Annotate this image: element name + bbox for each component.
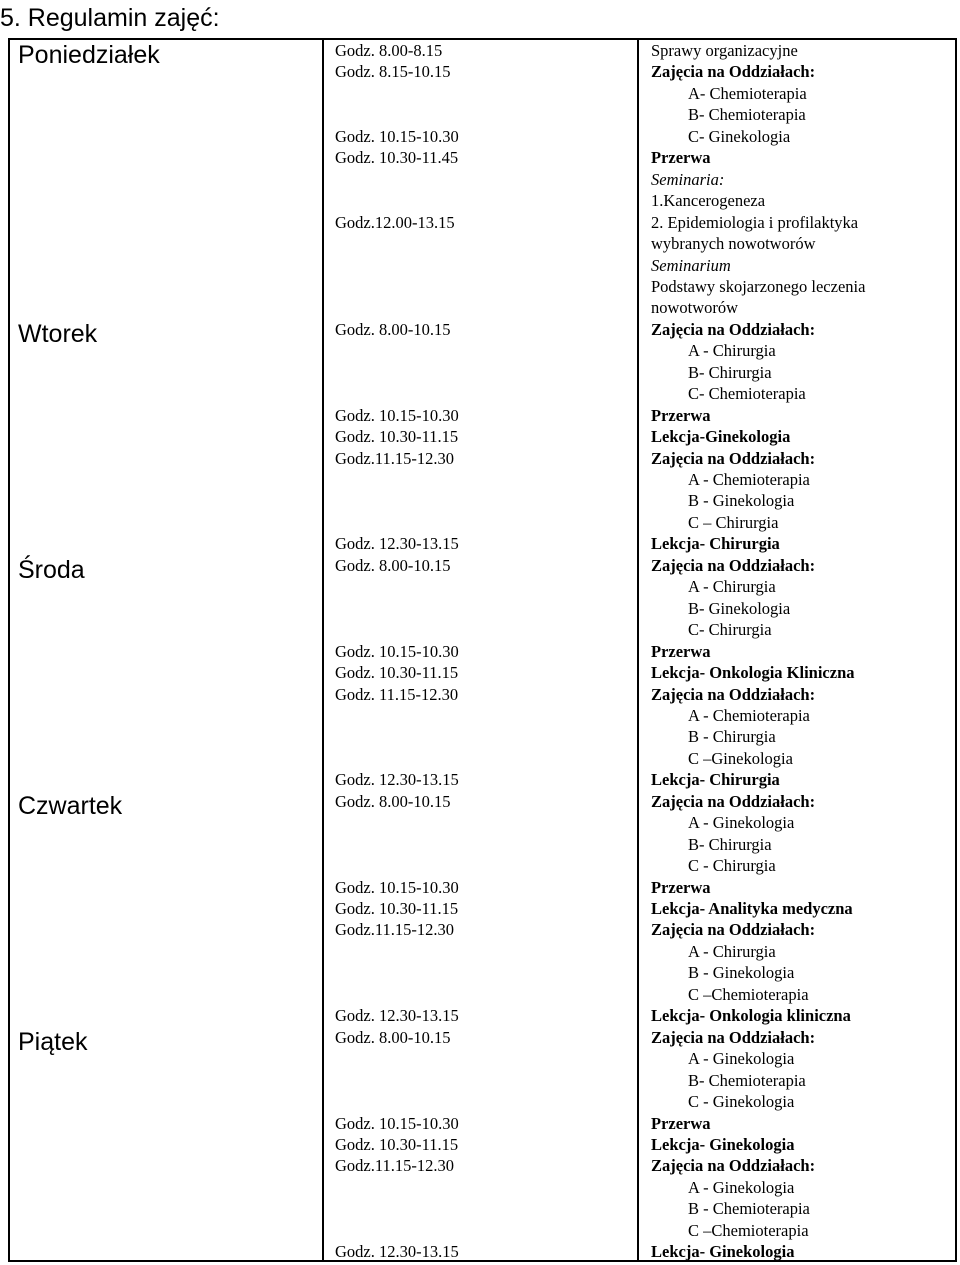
activity-line: C –Ginekologia	[688, 748, 793, 768]
activity-line: Lekcja- Analityka medyczna	[651, 899, 853, 918]
activity-line: C- Chirurgia	[688, 620, 772, 640]
activity-line: Lekcja- Onkologia Kliniczna	[651, 663, 855, 683]
activity-line: Zajęcia na Oddziałach:	[651, 448, 816, 468]
activity-line: C – Chirurgia	[688, 512, 779, 532]
activity-line: Przerwa	[651, 1113, 711, 1133]
time-slot: Godz. 12.30-13.15	[335, 534, 459, 554]
activity-line: Zajęcia na Oddziałach:	[651, 62, 816, 82]
activity-line: Przerwa	[651, 877, 711, 897]
activity-line: B- Chemioterapia	[688, 1070, 806, 1090]
activity-line: C- Chemioterapia	[688, 384, 806, 404]
time-slot: Godz.11.15-12.30	[335, 448, 454, 468]
day-label: Poniedziałek	[18, 41, 160, 69]
time-slot: Godz. 12.30-13.15	[335, 1242, 459, 1262]
time-slot: Godz. 10.15-10.30	[335, 641, 459, 661]
activity-line: A - Ginekologia	[688, 1177, 795, 1197]
time-slot: Godz. 11.15-12.30	[335, 684, 459, 704]
activity-line: A - Chemioterapia	[688, 705, 810, 725]
day-label: Czwartek	[18, 791, 123, 820]
activity-line: B - Chemioterapia	[688, 1199, 810, 1219]
activity-line: Lekcja- Ginekologia	[651, 1242, 795, 1262]
activity-line: B - Chirurgia	[688, 727, 776, 747]
activity-line: C –Chemioterapia	[688, 1220, 809, 1240]
time-slot: Godz. 10.30-11.45	[335, 148, 459, 168]
time-slot: Godz. 10.15-10.30	[335, 877, 459, 897]
activity-line: nowotworów	[651, 298, 739, 318]
activity-line: B- Ginekologia	[688, 598, 791, 618]
activity-line: A - Chirurgia	[688, 341, 776, 361]
time-slot: Godz. 10.30-11.15	[335, 1134, 459, 1154]
activity-line: Lekcja- Ginekologia	[651, 1134, 795, 1154]
time-slot: Godz. 10.30-11.15	[335, 427, 459, 447]
activity-line: A - Chemioterapia	[688, 470, 810, 489]
activity-line: A - Chirurgia	[688, 941, 776, 961]
activity-line: Zajęcia na Oddziałach:	[651, 1156, 816, 1176]
time-slot: Godz. 10.15-10.30	[335, 126, 459, 146]
activity-line: Sprawy organizacyjne	[651, 41, 798, 60]
activity-line: Podstawy skojarzonego leczenia	[651, 276, 866, 296]
activity-line: A- Chemioterapia	[688, 83, 807, 103]
day-label: Środa	[18, 555, 85, 584]
time-slot: Godz. 8.15-10.15	[335, 62, 451, 82]
activity-line: A - Ginekologia	[688, 813, 795, 833]
activity-line: B- Chemioterapia	[688, 105, 806, 125]
activity-line: C- Ginekologia	[688, 126, 791, 146]
time-slot: Godz. 8.00-10.15	[335, 319, 451, 339]
activity-line: B- Chirurgia	[688, 834, 772, 854]
activity-line: Przerwa	[651, 148, 711, 168]
column-divider-times	[637, 38, 639, 1262]
activity-line: Zajęcia na Oddziałach:	[651, 1027, 816, 1047]
time-slot: Godz.11.15-12.30	[335, 920, 454, 940]
column-divider-days	[322, 38, 324, 1262]
time-slot: Godz. 10.30-11.15	[335, 663, 459, 683]
activity-line: Zajęcia na Oddziałach:	[651, 319, 816, 339]
activity-line: A - Ginekologia	[688, 1049, 795, 1069]
activity-line: Seminaria:	[651, 169, 725, 189]
time-slot: Godz. 8.00-10.15	[335, 1027, 451, 1047]
time-slot: Godz.12.00-13.15	[335, 212, 455, 232]
day-label: Piątek	[18, 1027, 88, 1056]
activity-line: A - Chirurgia	[688, 577, 776, 597]
time-slot: Godz. 10.15-10.30	[335, 1113, 459, 1133]
time-slot: Godz. 12.30-13.15	[335, 770, 459, 790]
time-slot: Godz. 8.00-8.15	[335, 41, 443, 60]
activity-line: Lekcja- Chirurgia	[651, 770, 780, 790]
activity-line: B - Ginekologia	[688, 963, 795, 983]
page-heading: 5. Regulamin zajęć:	[0, 4, 220, 32]
time-slot: Godz. 8.00-10.15	[335, 791, 451, 811]
time-slot: Godz. 12.30-13.15	[335, 1006, 459, 1026]
activity-line: Zajęcia na Oddziałach:	[651, 920, 816, 940]
activity-line: wybranych nowotworów	[651, 234, 816, 254]
activity-line: Zajęcia na Oddziałach:	[651, 555, 816, 575]
time-slot: Godz. 8.00-10.15	[335, 555, 451, 575]
activity-line: Zajęcia na Oddziałach:	[651, 791, 816, 811]
activity-line: Przerwa	[651, 405, 711, 425]
activity-line: C –Chemioterapia	[688, 984, 809, 1004]
activity-line: Seminarium	[651, 255, 731, 275]
activity-line: Zajęcia na Oddziałach:	[651, 684, 816, 704]
activity-line: 1.Kancerogeneza	[651, 191, 766, 211]
activity-line: Lekcja- Chirurgia	[651, 534, 780, 554]
activity-line: Przerwa	[651, 641, 711, 661]
activity-line: B- Chirurgia	[688, 362, 772, 382]
activity-line: 2. Epidemiologia i profilaktyka	[651, 212, 859, 232]
time-slot: Godz.11.15-12.30	[335, 1156, 454, 1176]
day-label: Wtorek	[18, 319, 98, 348]
activity-line: B - Ginekologia	[688, 491, 795, 511]
activity-line: Lekcja- Onkologia kliniczna	[651, 1006, 851, 1026]
activity-line: C - Chirurgia	[688, 856, 776, 876]
time-slot: Godz. 10.15-10.30	[335, 405, 459, 425]
time-slot: Godz. 10.30-11.15	[335, 899, 459, 918]
activity-line: C - Ginekologia	[688, 1092, 795, 1112]
activity-line: Lekcja-Ginekologia	[651, 427, 791, 447]
